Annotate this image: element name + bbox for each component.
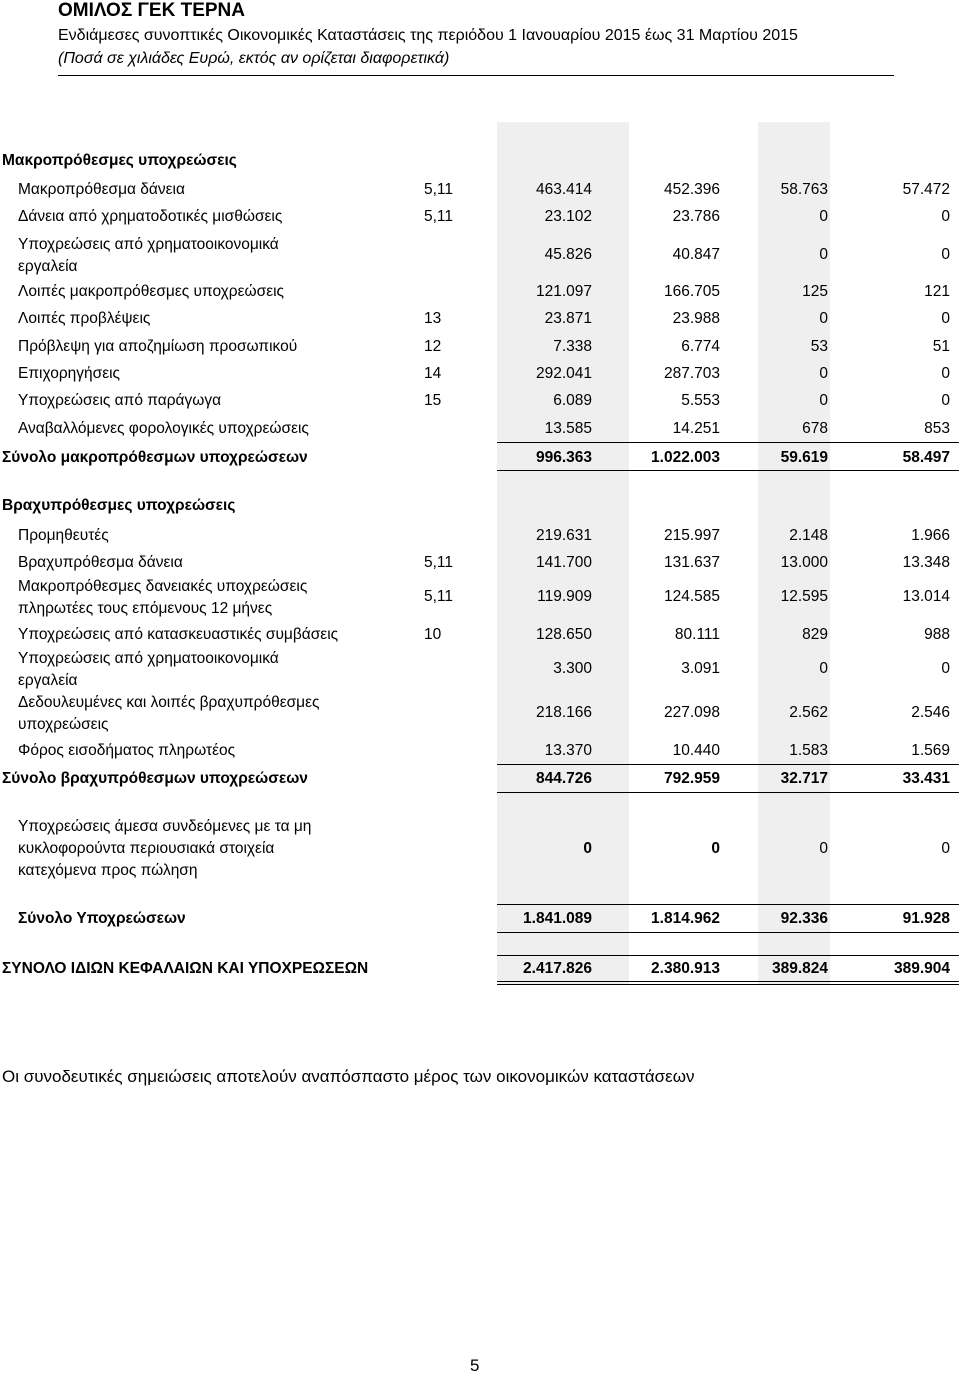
table-row (0, 740, 960, 762)
total-value-3: 32.717 (780, 770, 828, 787)
row-value-2: 227.098 (663, 704, 720, 721)
header-rule (58, 75, 894, 76)
row-value-1: 292.041 (535, 365, 592, 382)
grand-total-value-2: 2.380.913 (651, 960, 720, 977)
row-value-1: 141.700 (535, 554, 592, 571)
row-value-2: 3.091 (681, 660, 720, 677)
row-value-4: 853 (924, 420, 950, 437)
row-value-1: 13.370 (544, 742, 592, 759)
total-value-1: 844.726 (535, 770, 592, 787)
row-value-1: 23.871 (544, 310, 592, 327)
row-value-4: 0 (941, 208, 950, 225)
row-value-3: 58.763 (780, 181, 828, 198)
row-value-3: 12.595 (780, 588, 828, 605)
row-value-3: 125 (802, 283, 828, 300)
row-value-1: 128.650 (535, 626, 592, 643)
row-value-4: 13.014 (902, 588, 950, 605)
row-label: Μακροπρόθεσμες δανειακές υποχρεώσεις πληρωτέες τους επόμενους 12 μήνες (18, 578, 308, 617)
table-row (0, 576, 960, 620)
units-note: (Ποσά σε χιλιάδες Ευρώ, εκτός αν ορίζεται διαφορετικά) (58, 50, 450, 67)
row-value-3: 2.562 (789, 704, 828, 721)
row-value-4: 57.472 (902, 181, 950, 198)
row-value-4: 0 (941, 840, 950, 857)
row-label: Υποχρεώσεις από χρηματοοικονομικά εργαλεία (18, 236, 279, 275)
grand-total-double-rule (497, 981, 959, 985)
row-value-3: 829 (802, 626, 828, 643)
row-label: Πρόβλεψη για αποζημίωση προσωπικού (18, 338, 298, 355)
row-label: Λοιπές μακροπρόθεσμες υποχρεώσεις (18, 283, 285, 300)
row-value-1: 463.414 (535, 181, 592, 198)
row-value-1: 6.089 (553, 392, 592, 409)
table-row (0, 234, 960, 278)
subtotal-rule (497, 442, 959, 443)
statement-subtitle: Ενδιάμεσες συνοπτικές Οικονομικές Καταστάσεις της περιόδου 1 Ιανουαρίου 2015 έως 31 Μαρτίου 2015 (58, 27, 798, 44)
total-value-2: 1.814.962 (651, 910, 720, 927)
total-value-2: 1.022.003 (651, 449, 720, 466)
grand-total-value-4: 389.904 (893, 960, 950, 977)
total-value-3: 59.619 (780, 449, 828, 466)
row-label: Φόρος εισοδήματος πληρωτέος (18, 742, 236, 759)
row-value-2: 124.585 (663, 588, 720, 605)
row-value-4: 0 (941, 246, 950, 263)
row-value-2: 10.440 (672, 742, 720, 759)
total-value-4: 91.928 (902, 910, 950, 927)
row-value-2: 5.553 (681, 392, 720, 409)
table-row (0, 308, 960, 330)
row-value-2: 6.774 (681, 338, 720, 355)
row-value-3: 13.000 (780, 554, 828, 571)
row-value-1: 119.909 (537, 588, 592, 605)
table-row (0, 390, 960, 412)
row-note: 5,11 (424, 208, 454, 225)
row-value-4: 0 (941, 392, 950, 409)
row-value-3: 0 (819, 246, 828, 263)
table-row (0, 281, 960, 303)
row-value-4: 121 (924, 283, 950, 300)
row-value-3: 1.583 (789, 742, 828, 759)
row-value-4: 51 (932, 338, 950, 355)
table-row (0, 648, 960, 692)
row-label: Δάνεια από χρηματοδοτικές μισθώσεις (18, 208, 283, 225)
table-row (0, 624, 960, 646)
subtotal-rule (497, 955, 959, 956)
section-heading-long-term: Μακροπρόθεσμες υποχρεώσεις (2, 152, 237, 169)
total-value-1: 996.363 (535, 449, 592, 466)
row-label: Δεδουλευμένες και λοιπές βραχυπρόθεσμες υποχρεώσεις (18, 694, 320, 733)
row-value-4: 1.966 (911, 527, 950, 544)
row-value-4: 2.546 (911, 704, 950, 721)
row-value-3: 0 (819, 840, 828, 857)
table-row (0, 525, 960, 547)
row-value-4: 0 (941, 310, 950, 327)
row-note: 5,11 (424, 588, 454, 605)
table-row-held-for-sale (0, 816, 960, 884)
row-value-2: 215.997 (663, 527, 720, 544)
row-value-3: 678 (802, 420, 828, 437)
total-label: Σύνολο Υποχρεώσεων (18, 910, 186, 927)
row-value-1: 0 (583, 840, 592, 857)
row-value-3: 0 (819, 208, 828, 225)
row-value-3: 0 (819, 310, 828, 327)
row-note: 15 (424, 392, 442, 409)
row-value-2: 23.786 (672, 208, 720, 225)
row-value-4: 0 (941, 660, 950, 677)
table-row (0, 418, 960, 440)
row-note: 5,11 (424, 554, 454, 571)
row-value-2: 14.251 (672, 420, 720, 437)
total-rule (497, 792, 959, 793)
row-label: Προμηθευτές (18, 527, 109, 544)
row-value-4: 988 (924, 626, 950, 643)
total-rule (497, 470, 959, 471)
row-value-1: 23.102 (544, 208, 592, 225)
row-value-4: 0 (941, 365, 950, 382)
row-value-3: 0 (819, 392, 828, 409)
table-row (0, 692, 960, 736)
table-row (0, 336, 960, 358)
row-note: 12 (424, 338, 442, 355)
total-label: Σύνολο βραχυπρόθεσμων υποχρεώσεων (2, 770, 308, 787)
table-row (0, 363, 960, 385)
row-label: Υποχρεώσεις από χρηματοοικονομικά εργαλεία (18, 650, 279, 689)
row-value-1: 121.097 (535, 283, 592, 300)
row-label: Υποχρεώσεις άμεσα συνδεόμενες με τα μη κυκλοφορούντα περιουσιακά στοιχεία κατεχόμενα προς πώληση (18, 818, 312, 879)
row-note: 5,11 (424, 181, 454, 198)
total-rule (497, 932, 959, 933)
subtotal-rule (497, 904, 959, 905)
row-value-3: 0 (819, 660, 828, 677)
section-heading-short-term: Βραχυπρόθεσμες υποχρεώσεις (2, 497, 236, 514)
row-value-1: 3.300 (553, 660, 592, 677)
row-value-4: 13.348 (902, 554, 950, 571)
row-value-2: 0 (711, 840, 720, 857)
grand-total-value-3: 389.824 (771, 960, 828, 977)
row-value-1: 219.631 (535, 527, 592, 544)
row-value-1: 13.585 (544, 420, 592, 437)
row-label: Υποχρεώσεις από κατασκευαστικές συμβάσεις (18, 626, 339, 643)
row-value-1: 45.826 (544, 246, 592, 263)
total-value-4: 58.497 (902, 449, 950, 466)
page-number: 5 (470, 1356, 480, 1375)
footer-note: Οι συνοδευτικές σημειώσεις αποτελούν αναπόσπαστο μέρος των οικονομικών καταστάσεων (2, 1067, 695, 1086)
grand-total-value-1: 2.417.826 (523, 960, 592, 977)
row-note: 14 (424, 365, 442, 382)
row-label: Λοιπές προβλέψεις (18, 310, 151, 327)
total-row-short-term (0, 768, 960, 790)
row-label: Επιχορηγήσεις (18, 365, 121, 382)
company-title: ΟΜΙΛΟΣ ΓΕΚ ΤΕΡΝΑ (58, 0, 245, 21)
row-label: Βραχυπρόθεσμα δάνεια (18, 554, 183, 571)
row-note: 13 (424, 310, 442, 327)
row-value-2: 287.703 (663, 365, 720, 382)
total-value-4: 33.431 (902, 770, 950, 787)
table-row (0, 179, 960, 201)
row-label: Αναβαλλόμενες φορολογικές υποχρεώσεις (18, 420, 309, 437)
row-value-2: 131.637 (663, 554, 720, 571)
grand-total-label: ΣΥΝΟΛΟ ΙΔΙΩΝ ΚΕΦΑΛΑΙΩΝ ΚΑΙ ΥΠΟΧΡΕΩΣΕΩΝ (2, 960, 369, 977)
subtotal-rule (497, 764, 959, 765)
row-note: 10 (424, 626, 442, 643)
row-label: Υποχρεώσεις από παράγωγα (18, 392, 222, 409)
row-value-2: 166.705 (663, 283, 720, 300)
total-value-1: 1.841.089 (523, 910, 592, 927)
row-value-1: 7.338 (553, 338, 592, 355)
row-value-2: 80.111 (674, 626, 720, 643)
table-row (0, 206, 960, 228)
row-label: Μακροπρόθεσμα δάνεια (18, 181, 185, 198)
row-value-2: 40.847 (672, 246, 720, 263)
total-label: Σύνολο μακροπρόθεσμων υποχρεώσεων (2, 449, 308, 466)
row-value-3: 53 (810, 338, 828, 355)
row-value-3: 0 (819, 365, 828, 382)
total-row-long-term (0, 447, 960, 469)
row-value-4: 1.569 (911, 742, 950, 759)
row-value-2: 452.396 (663, 181, 720, 198)
table-row (0, 552, 960, 574)
row-value-2: 23.988 (672, 310, 720, 327)
row-value-1: 218.166 (535, 704, 592, 721)
total-row-liabilities (0, 908, 960, 930)
grand-total-row (0, 958, 960, 980)
row-value-3: 2.148 (789, 527, 828, 544)
total-value-2: 792.959 (663, 770, 720, 787)
total-value-3: 92.336 (780, 910, 828, 927)
